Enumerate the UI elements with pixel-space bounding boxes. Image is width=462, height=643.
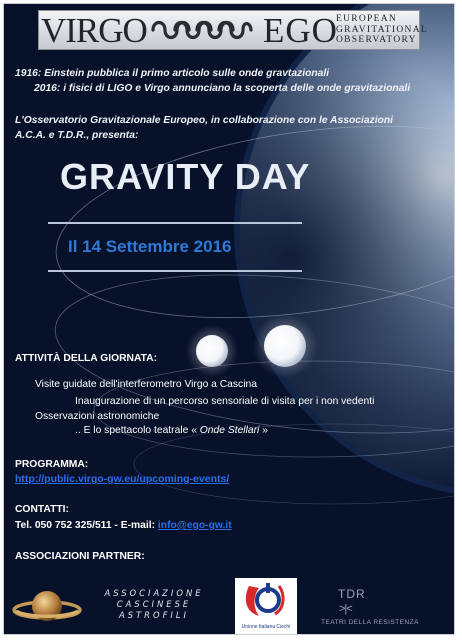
saturn-logo-icon — [12, 584, 82, 632]
contacts-line — [15, 520, 232, 532]
activity-sensory-path: Inaugurazione di un percorso sensoriale di visita per i non vedenti — [75, 396, 375, 407]
contact-email-link[interactable]: info@ego-gw.it — [157, 520, 232, 531]
intro-line-associations: A.C.A. e T.D.R., presenta: — [15, 130, 139, 141]
tdr-logo — [320, 587, 440, 631]
activity-theatre-prefix: .. E lo spettacolo teatrale « — [75, 425, 197, 436]
intro-line-1916: 1916: Einstein pubblica il primo articolo sulle onde gravtazionali — [15, 68, 330, 79]
program-link[interactable]: http://public.virgo-gw.eu/upcoming-events/ — [15, 473, 230, 485]
aca-logo — [88, 588, 220, 621]
activity-astronomy: Osservazioni astronomiche — [35, 411, 160, 422]
theatre-show-title: Onde Stellari — [199, 425, 260, 436]
activity-theatre-show — [75, 425, 268, 437]
ego-logo-text: EGO — [263, 11, 338, 50]
aca-line-cascinese: CASCINESE — [116, 599, 192, 609]
event-poster — [3, 3, 455, 635]
aca-line-astrofili: ASTROFILI — [119, 610, 189, 620]
subtitle-line-observatory: OBSERVATORY — [336, 35, 417, 45]
uic-logo — [235, 578, 297, 634]
uic-emblem-icon — [235, 578, 297, 622]
event-date: Il 14 Settembre 2016 — [68, 237, 232, 256]
subtitle-line-gravitational: GRAVITATIONAL — [336, 24, 428, 35]
virgo-ego-header-logo — [38, 10, 428, 50]
event-title: GRAVITY DAY — [60, 156, 311, 197]
contacts-heading: CONTATTI: — [15, 504, 69, 515]
contact-phone: Tel. 050 752 325/511 - E-mail: — [15, 520, 158, 531]
partners-heading: ASSOCIAZIONI PARTNER: — [15, 551, 145, 562]
activity-guided-tours: Visite guidate dell'interferometro Virgo a Cascina — [35, 379, 257, 390]
date-divider — [48, 270, 302, 272]
virgo-logo-text: VIRGO — [41, 11, 147, 50]
tdr-acronym: TDR — [338, 587, 366, 601]
wave-logo-icon — [149, 15, 255, 45]
activities-heading: ATTIVITÀ DELLA GIORNATA: — [15, 353, 158, 364]
earth-space-background — [4, 4, 455, 635]
uic-caption: Unione Italiana Ciechi — [241, 624, 291, 630]
tdr-full-name: TEATRI DELLA RESISTENZA — [321, 619, 419, 626]
intro-line-2016: 2016: i fisici di LIGO e Virgo annunciano la scoperta delle onde gravitazionali — [34, 83, 411, 94]
title-divider — [48, 222, 302, 224]
tdr-mark: >|< — [339, 603, 352, 615]
intro-line-presenter: L'Osservatorio Gravitazionale Europeo, in collaborazione con le Associazioni — [15, 115, 393, 126]
activity-theatre-suffix: » — [262, 425, 268, 436]
subtitle-line-european: EUROPEAN — [336, 14, 398, 24]
observatory-subtitle — [336, 14, 428, 46]
aca-line-associazione: ASSOCIAZIONE — [104, 588, 204, 598]
program-heading: PROGRAMMA: — [15, 459, 89, 470]
